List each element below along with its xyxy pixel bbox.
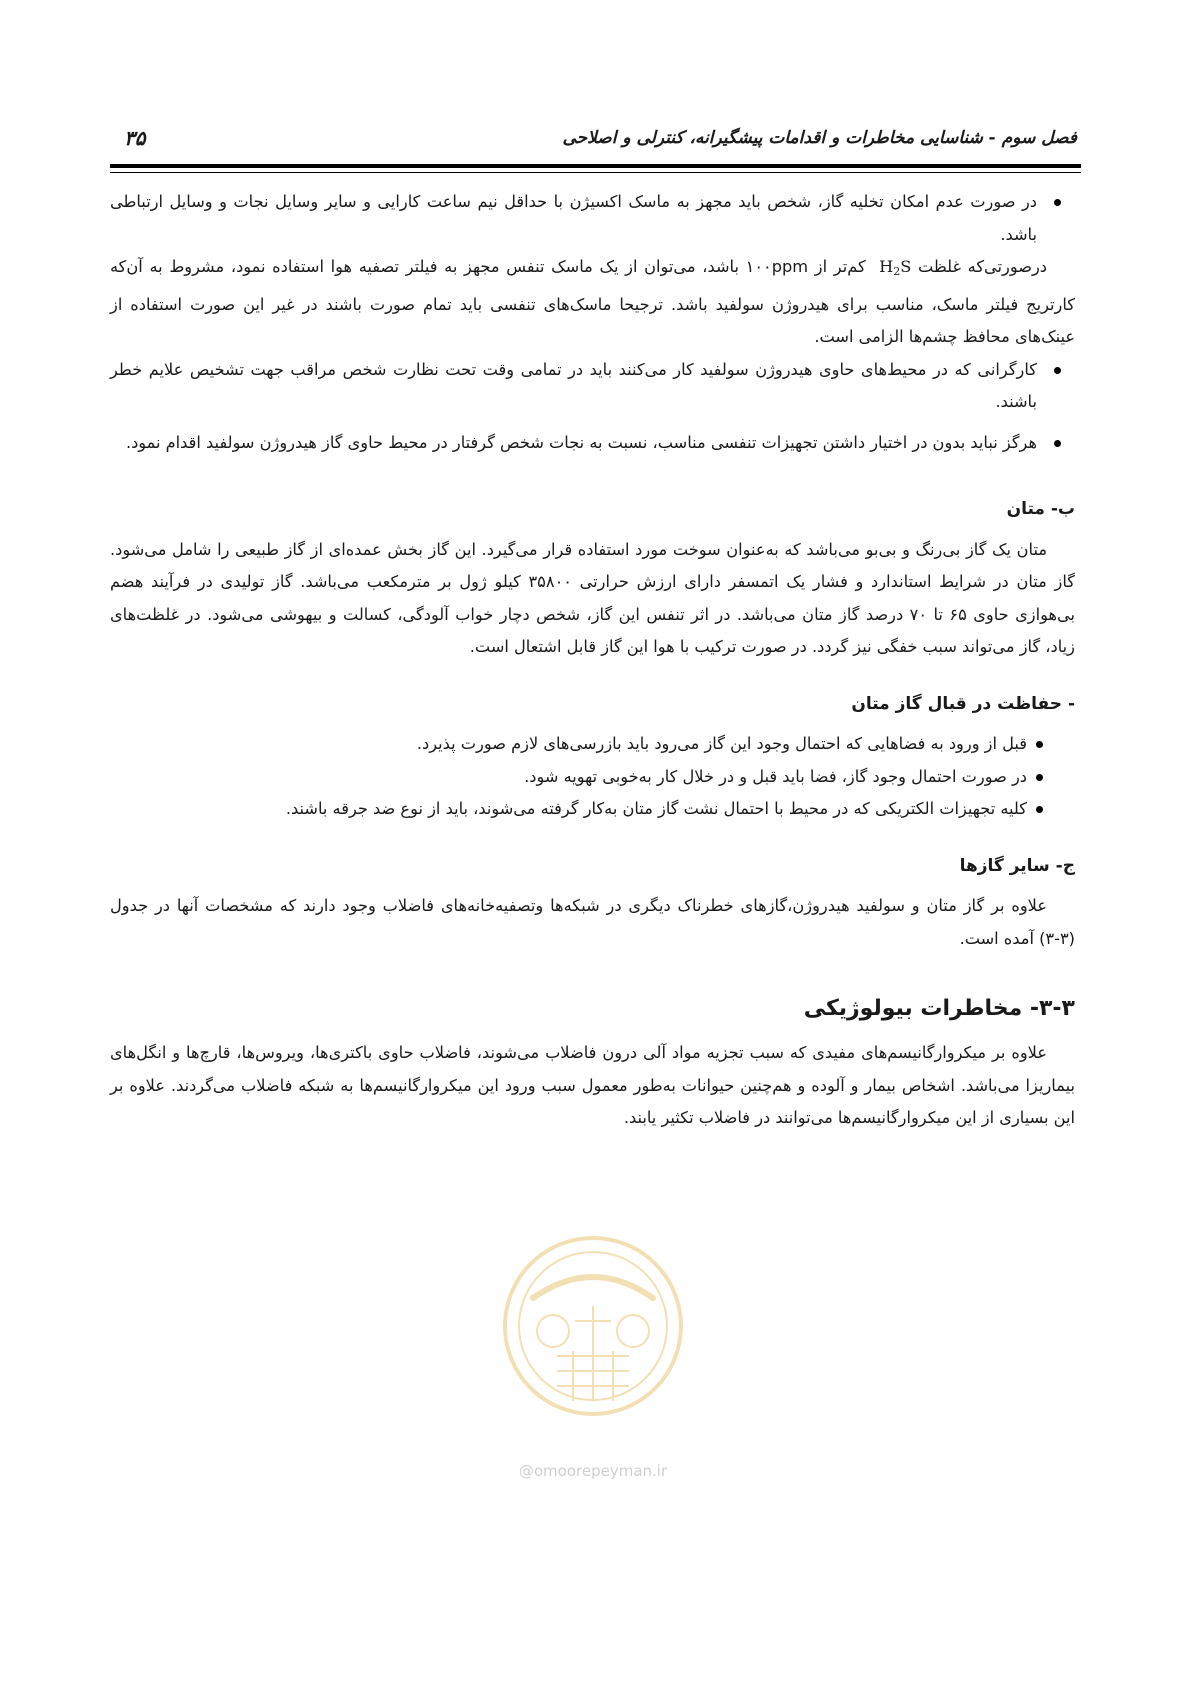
list-item: کلیه تجهیزات الکتریکی که در محیط با احتمال نشت گاز متان به‌کار گرفته می‌شوند، باید از نوع ضد جرقه باشند. xyxy=(110,793,1075,826)
list-item: در صورت عدم امکان تخلیه گاز، شخص باید مجهز به ماسک اکسیژن با حداقل نیم ساعت کارایی و سایر وسایل نجات و وسایل ارتباطی باشد. xyxy=(110,186,1075,251)
biological-hazards-heading: ۳-۳- مخاطرات بیولوژیکی xyxy=(803,996,1075,1021)
formula-sub: 2 xyxy=(893,265,901,278)
h2s-rescue-list xyxy=(110,186,1075,251)
h2s-worker-list xyxy=(110,354,1075,460)
list-item: قبل از ورود به فضاهایی که احتمال وجود این گاز می‌رود باید بازرسی‌های لازم صورت پذیرد. xyxy=(110,728,1075,761)
other-gases-paragraph: علاوه بر گاز متان و سولفید هیدروژن،گازهای خطرناک دیگری در شبکه‌ها وتصفیه‌خانه‌های فاضلاب وجود دارند که مشخصات آنها در جدول (۳-۳) آمده است. xyxy=(110,896,1075,948)
formula-s: S xyxy=(900,257,912,276)
list-item: کارگرانی که در محیط‌های حاوی هیدروژن سولفید کار می‌کنند باید در تمامی وقت تحت نظارت شخص مراقب جهت تشخیص علایم خطر باشند. xyxy=(110,354,1075,419)
page-number: ۳۵ xyxy=(124,126,146,150)
h2s-para-rest: کم‌تر از ۱۰۰ppm باشد، می‌توان از یک ماسک تنفس مجهز به فیلتر تصفیه هوا استفاده نمود، مشروط به آن‌که کارتریج فیلتر ماسک، مناسب برای هیدروژن سولفید باشد. ترجیحا ماسک‌های تنفسی باید تمام صورت باشند در غیر این صورت استفاده از عینک‌های محافظ چشم‌ها الزامی است. xyxy=(110,257,1075,346)
methane-protection-heading: - حفاظت در قبال گاز متان xyxy=(851,693,1075,714)
h2s-mask-paragraph xyxy=(110,251,1075,354)
chapter-title: فصل سوم - شناسایی مخاطرات و اقدامات پیشگیرانه، کنترلی و اصلاحی xyxy=(562,128,1077,148)
other-gases-heading: ج- سایر گازها xyxy=(959,855,1075,876)
biological-paragraph: علاوه بر میکروارگانیسم‌های مفیدی که سبب تجزیه مواد آلی درون فاضلاب می‌شوند، فاضلاب حاوی باکتری‌ها، ویروس‌ها، قارچ‌ها و انگل‌های بیماریزا می‌باشد. اشخاص بیمار و آلوده و هم‌چنین حیوانات به‌طور معمول سبب ورود این میکروارگانیسم‌ها به شبکه فاضلاب می‌گردند. علاوه بر این بسیاری از این میکروارگانیسم‌ها می‌توانند در فاضلاب تکثیر یابند. xyxy=(110,1043,1075,1127)
header-rule-thick xyxy=(110,164,1081,168)
methane-protection-list xyxy=(110,728,1075,826)
formula-h: H xyxy=(879,257,894,276)
header-rule-thin xyxy=(110,172,1081,173)
watermark-caption: @omoorepeyman.ir xyxy=(518,1462,668,1480)
h2s-para-start: درصورتی‌که غلظت xyxy=(917,257,1047,276)
seal-icon xyxy=(493,1226,693,1456)
list-item: در صورت احتمال وجود گاز، فضا باید قبل و در خلال کار به‌خوبی تهویه شود. xyxy=(110,761,1075,794)
main-content xyxy=(110,186,1075,1135)
methane-paragraph: متان یک گاز بی‌رنگ و بی‌بو می‌باشد که به‌عنوان سوخت مورد استفاده قرار می‌گیرد. این گاز بخش عمده‌ای از گاز طبیعی را شامل می‌شود. گاز متان در شرایط استاندارد و فشار یک اتمسفر دارای ارزش حرارتی ۳۵۸۰۰ کیلو ژول بر مترمکعب می‌باشد. گاز تولیدی در فرآیند هضم بی‌هوازی حاوی ۶۵ تا ۷۰ درصد گاز متان می‌باشد. در اثر تنفس این گاز، شخص دچار خواب آلودگی، کسالت و بیهوشی می‌شود. در غلظت‌های زیاد، گاز می‌تواند سبب خفگی نیز گردد. در صورت ترکیب با هوا این گاز قابل اشتعال است. xyxy=(110,539,1075,656)
list-item: هرگز نباید بدون در اختیار داشتن تجهیزات تنفسی مناسب، نسبت به نجات شخص گرفتار در محیط حاوی گاز هیدروژن سولفید اقدام نمود. xyxy=(110,427,1075,460)
h2s-formula xyxy=(879,257,911,276)
page-header xyxy=(110,128,1081,162)
methane-heading: ب- متان xyxy=(1006,499,1075,519)
watermark-seal xyxy=(493,1226,693,1496)
